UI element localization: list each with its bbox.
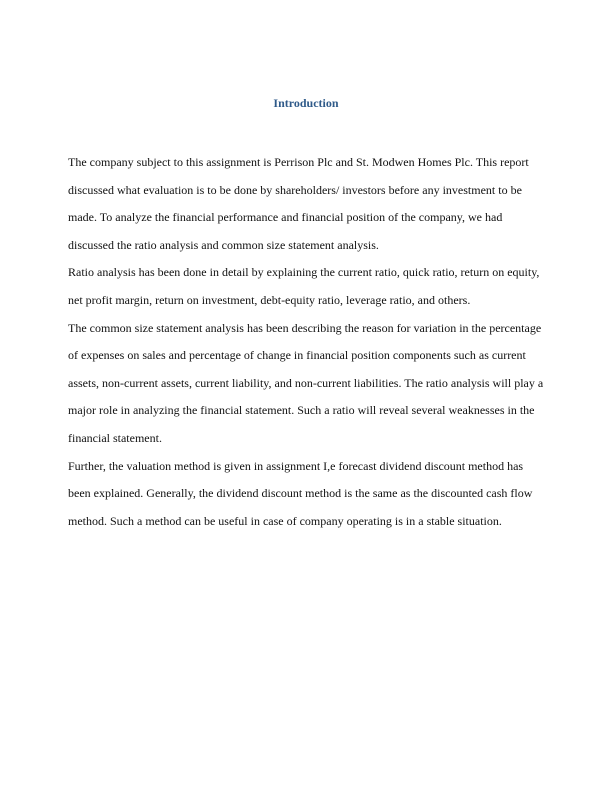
section-heading: Introduction	[273, 96, 339, 110]
paragraph-intro: The company subject to this assignment is Perrison Plc and St. Modwen Homes Plc. This report discussed what evaluation is to be done by shareholders/ investors before any investment to be made. To analyze the financial performance and financial position of the company, we had discussed the ratio analysis and common size statement analysis.	[68, 155, 529, 252]
paragraph-ratio-analysis: Ratio analysis has been done in detail by explaining the current ratio, quick ratio, return on equity, net profit margin, return on investment, debt-equity ratio, leverage ratio, and others.	[68, 265, 540, 307]
paragraph-valuation: Further, the valuation method is given in assignment I,e forecast dividend discount method has been explained. Generally, the dividend discount method is the same as the discounted cash flow method. Such a method can be useful in case of company operating is in a stable situation.	[68, 458, 533, 528]
body-text	[68, 149, 546, 535]
paragraph-common-size: The common size statement analysis has been describing the reason for variation in the percentage of expenses on sales and percentage of change in financial position components such as current assets, non-current assets, current liability, and non-current liabilities. The ratio analysis will play a major role in analyzing the financial statement. Such a ratio will reveal several weaknesses in the financial statement.	[68, 320, 544, 445]
